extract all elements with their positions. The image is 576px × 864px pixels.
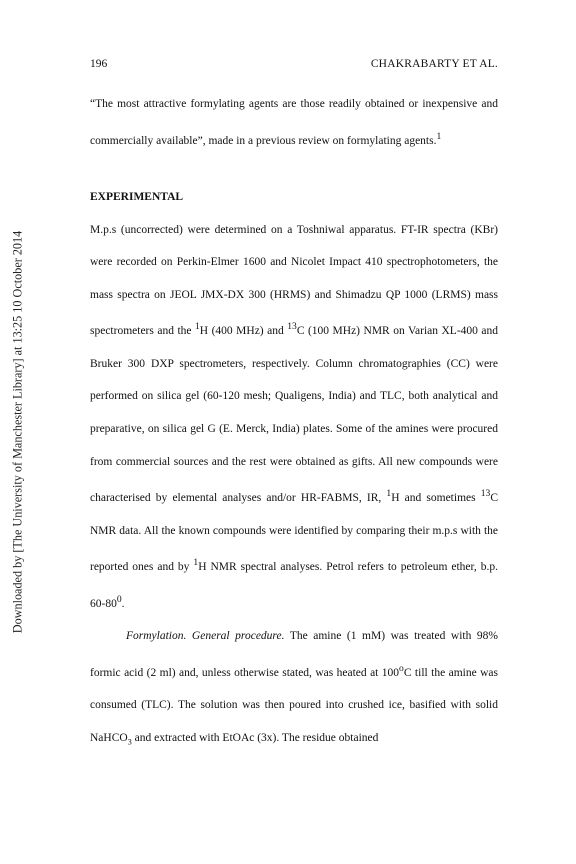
p1-sup-degree: 0 bbox=[116, 593, 122, 605]
p2-text-a: The amine (1 mM) was treated with 98% formic acid (2 ml) and, unless otherwise stated, was heated at 100 bbox=[90, 630, 498, 679]
p1-sup-13b: 13 bbox=[480, 488, 491, 500]
p2-sup-degree: o bbox=[399, 662, 404, 674]
p2-sub-3: 3 bbox=[127, 736, 132, 746]
running-title: CHAKRABARTY ET AL. bbox=[370, 58, 498, 70]
p1-text-f: H NMR spectral analyses. Petrol refers to petroleum ether, b.p. 60-80 bbox=[90, 561, 498, 610]
intro-quote-text: “The most attractive formylating agents are those readily obtained or inexpensive and commercially available”, made in a previous review on formylating agents. bbox=[90, 98, 498, 147]
page-number: 196 bbox=[90, 58, 108, 70]
p1-text-c: C (100 MHz) NMR on Varian XL-400 and Bruker 300 DXP spectrometers, respectively. Column chromatographies (CC) were performed on silica gel (60-120 mesh; Qualigens, India) and TLC, both analytical and preparative, on silica gel G (E. Merck, India) plates. Some of the amines were procured from commercial sources and the rest were obtained as gifts. All new compounds were characterised by elemental analyses and/or HR-FABMS, IR, bbox=[90, 325, 499, 505]
p1-text-b: H (400 MHz) and bbox=[199, 325, 288, 338]
p1-sup-1b: 1 bbox=[386, 488, 392, 500]
p2-text-b: C till the amine was consumed (TLC). The solution was then poured into crushed ice, basified with solid NaHCO bbox=[90, 666, 499, 744]
intro-quote-reference: 1 bbox=[436, 130, 442, 142]
formylation-title: Formylation. General procedure. bbox=[126, 630, 285, 643]
p1-sup-13: 13 bbox=[287, 321, 297, 333]
p1-text-d: H and sometimes bbox=[391, 492, 481, 505]
intro-quote-paragraph bbox=[90, 88, 498, 157]
download-note: Downloaded by [The University of Manchester Library] at 13:25 10 October 2014 bbox=[10, 230, 25, 634]
p1-text-g: . bbox=[121, 597, 125, 610]
p1-sup-1: 1 bbox=[195, 321, 200, 333]
running-header bbox=[90, 58, 498, 70]
download-watermark bbox=[0, 0, 36, 864]
p1-sup-1c: 1 bbox=[193, 557, 199, 569]
section-heading-experimental: EXPERIMENTAL bbox=[90, 191, 184, 204]
experimental-paragraph-1 bbox=[90, 214, 498, 620]
page-body bbox=[90, 88, 498, 759]
p1-text-a: M.p.s (uncorrected) were determined on a Toshniwal apparatus. FT-IR spectra (KBr) were recorded on Perkin-Elmer 1600 and Nicolet Impact 410 spectrophotometers, the mass spectra on JEOL JMX-DX 300 (HRMS) and Shimadzu QP 1000 (LRMS) mass spectrometers and the bbox=[90, 223, 498, 338]
p1-text-e: C NMR data. All the known compounds were identified by comparing their m.p.s with the reported ones and by bbox=[90, 492, 498, 574]
p2-text-c: and extracted with EtOAc (3x). The residue obtained bbox=[131, 731, 379, 744]
experimental-paragraph-2 bbox=[90, 620, 498, 759]
